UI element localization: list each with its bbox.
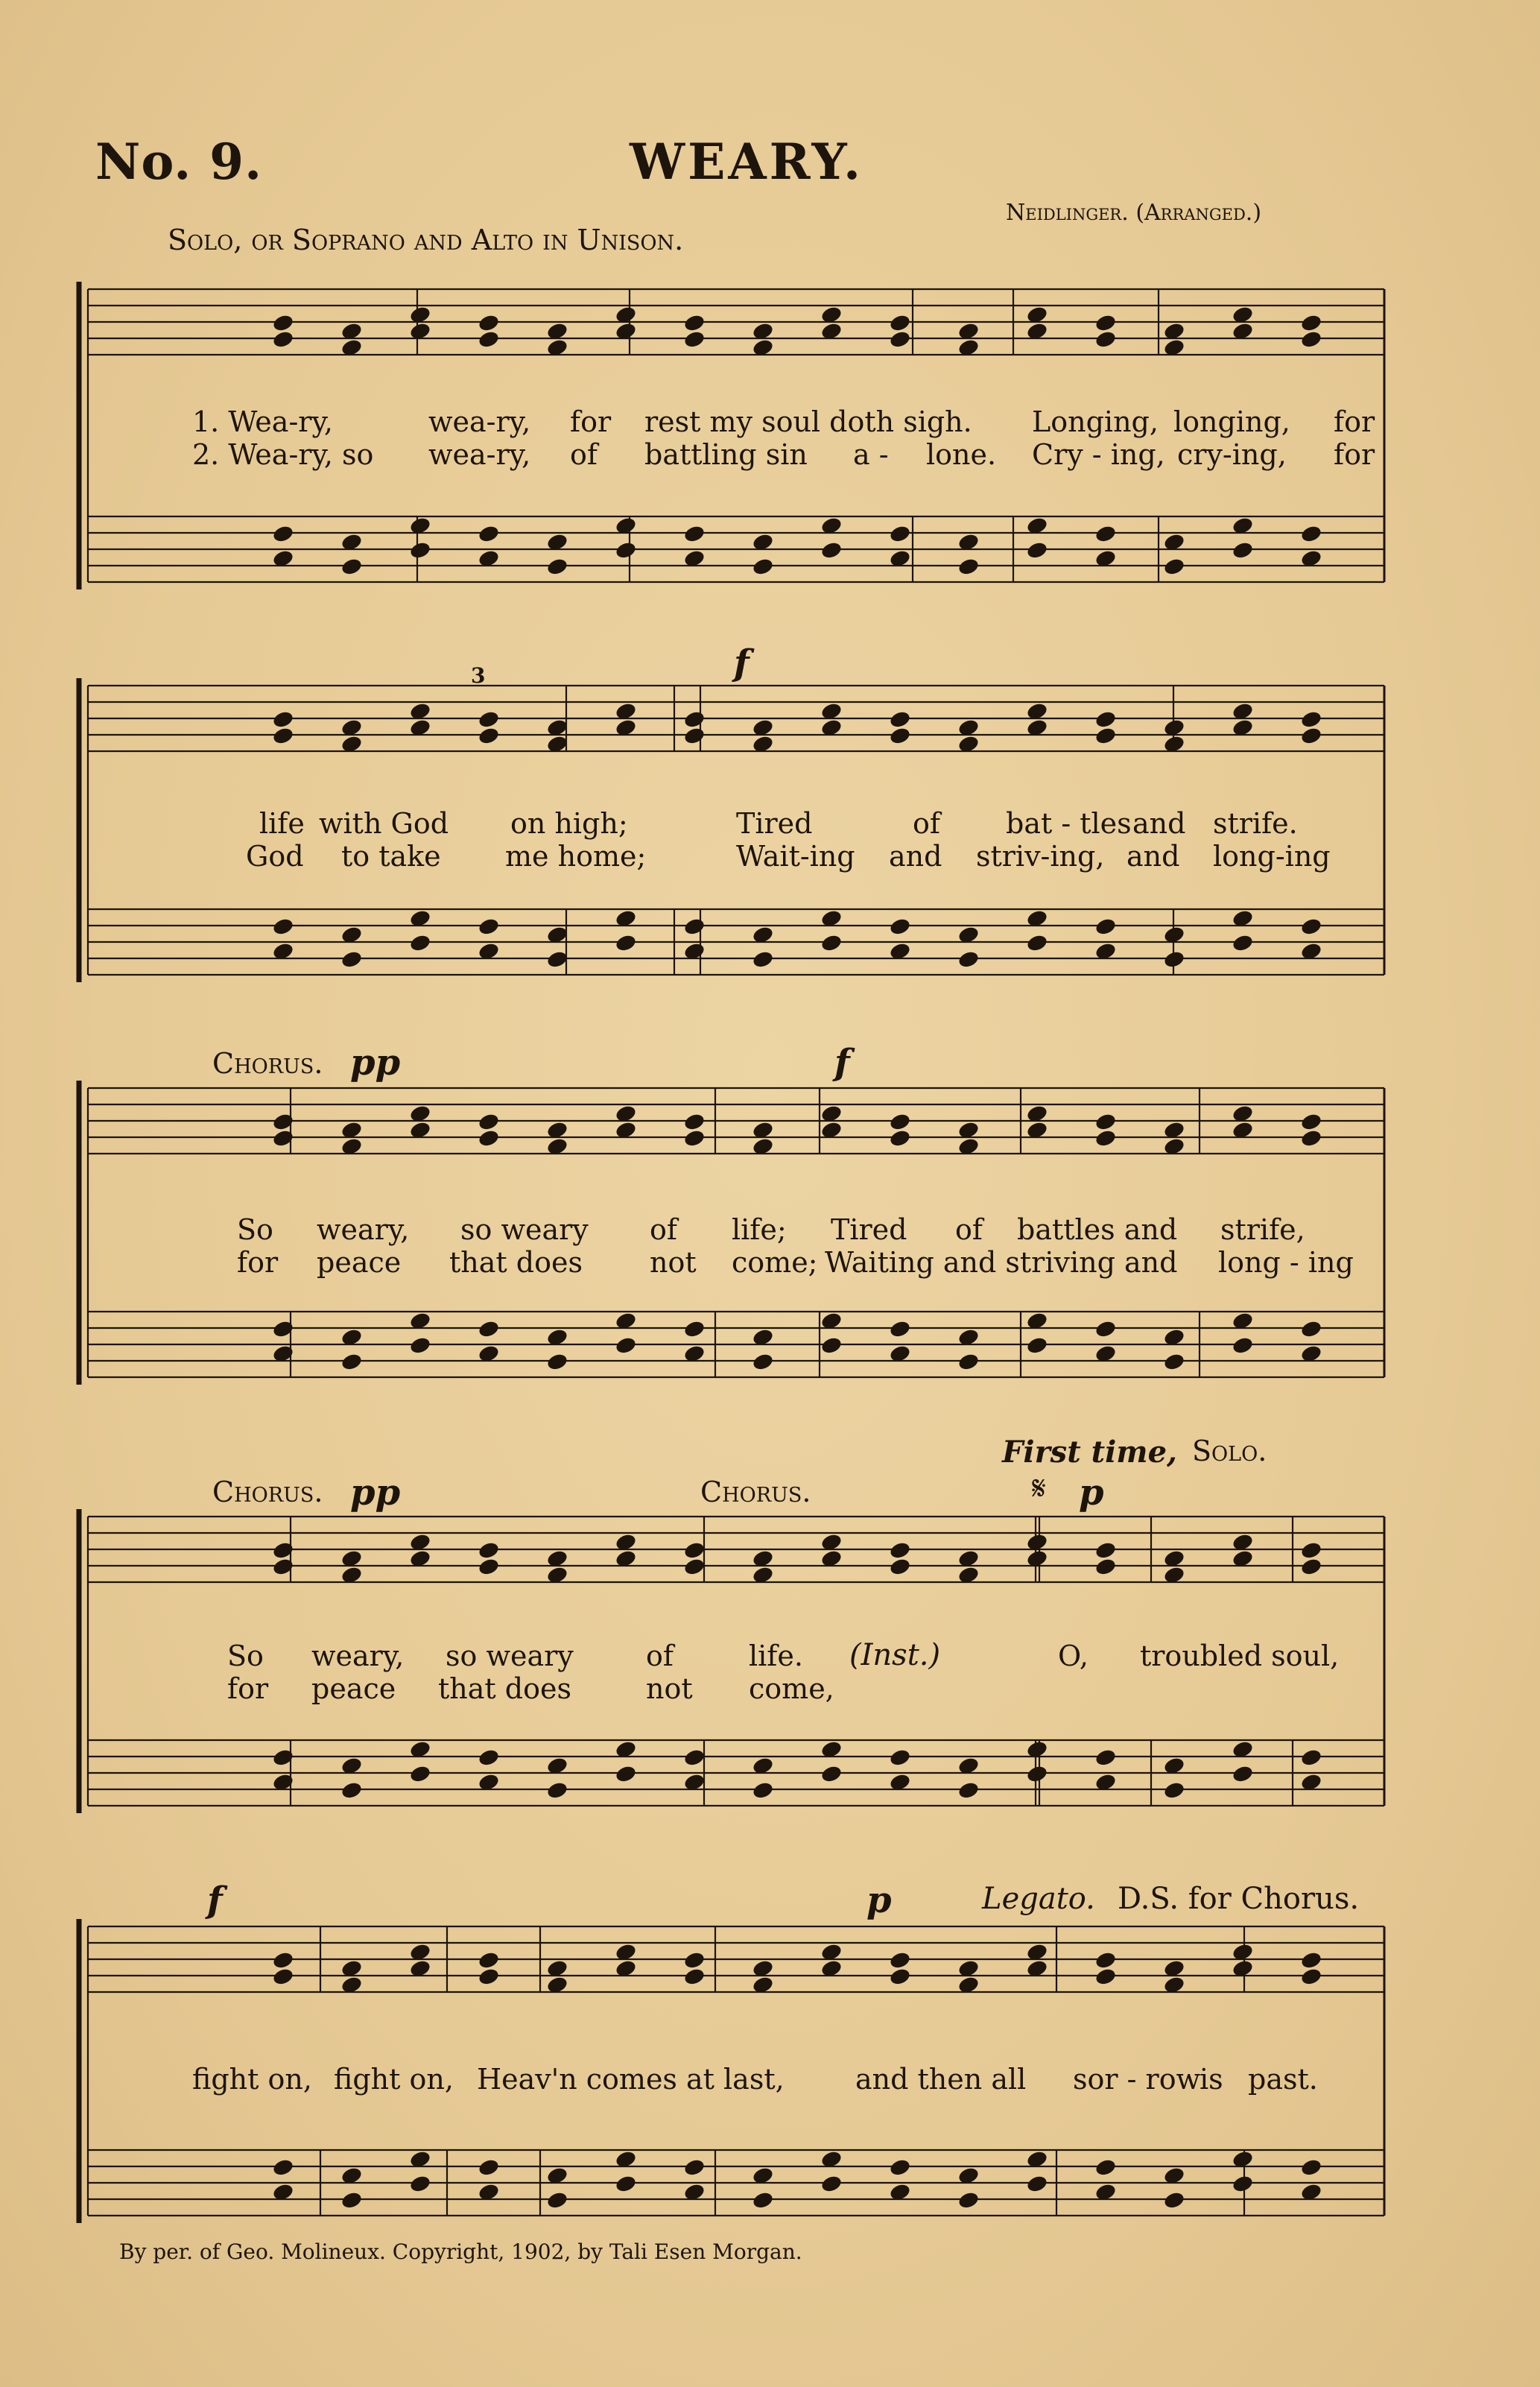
notehead	[1300, 1557, 1323, 1576]
lyric: come,	[749, 1672, 834, 1705]
lyric: strife,	[1220, 1213, 1305, 1246]
dal-segno-instruction: D.S. for Chorus.	[1118, 1882, 1360, 1916]
notehead	[1094, 1950, 1118, 1970]
lyric: for	[570, 405, 612, 438]
lyric: Heav'n comes at last,	[477, 2063, 785, 2096]
notehead	[478, 1540, 501, 1560]
notehead	[889, 709, 912, 729]
notehead	[1300, 2157, 1323, 2177]
lyric: Tired	[736, 807, 813, 840]
lyric: on high;	[510, 807, 628, 840]
lyric: is	[1200, 2063, 1223, 2096]
notehead	[683, 1748, 706, 1767]
notehead	[1232, 1335, 1255, 1355]
lyric: wea-ry,	[428, 438, 531, 471]
lyric: fight on,	[334, 2063, 454, 2096]
lyric: strife.	[1213, 807, 1298, 840]
lyric: me home;	[505, 840, 647, 873]
lyric: come;	[732, 1246, 818, 1279]
notehead	[683, 1557, 706, 1576]
notehead	[1094, 709, 1118, 729]
notehead	[1300, 1967, 1323, 1986]
notehead	[1163, 949, 1186, 969]
notehead	[889, 2157, 912, 2177]
lyric: weary,	[317, 1213, 410, 1246]
notehead	[615, 933, 638, 952]
notehead	[683, 313, 706, 332]
lyric: battles and	[1017, 1213, 1178, 1246]
notehead	[409, 540, 432, 560]
notehead	[272, 329, 295, 349]
lyric: fight on,	[192, 2063, 312, 2096]
dynamic-piano: p	[1079, 1472, 1104, 1514]
notehead	[889, 917, 912, 936]
notehead	[615, 540, 638, 560]
lyric: Wait-ing	[736, 840, 855, 873]
lyric: God	[246, 840, 304, 873]
notehead	[752, 1352, 775, 1371]
notehead	[889, 1950, 912, 1970]
notehead	[820, 933, 843, 952]
dynamic-forte: f	[207, 1879, 223, 1921]
notehead	[1026, 933, 1049, 952]
lyric: with God	[319, 807, 449, 840]
lyric: life;	[732, 1213, 787, 1246]
lyric: So	[227, 1640, 264, 1672]
notehead	[272, 1967, 295, 1986]
notehead	[409, 933, 432, 952]
notehead	[683, 1950, 706, 1970]
notehead	[1026, 1335, 1049, 1355]
notehead	[889, 1748, 912, 1767]
notehead	[889, 1540, 912, 1560]
notehead	[1163, 1780, 1186, 1800]
copyright-footer: By per. of Geo. Molineux. Copyright, 1902, by Tali Esen Morgan.	[119, 2239, 802, 2264]
notehead	[1094, 1557, 1118, 1576]
lyric: 2. Wea-ry, so	[192, 438, 374, 471]
notehead	[820, 2174, 843, 2193]
notehead	[340, 1780, 364, 1800]
notehead	[1300, 329, 1323, 349]
notehead	[409, 2174, 432, 2193]
notehead	[340, 2190, 364, 2210]
notehead	[546, 949, 569, 969]
lyric: bat - tles	[1006, 807, 1132, 840]
lyric: wea-ry,	[428, 405, 531, 438]
scoring-note: Solo, or Soprano and Alto in Unison.	[168, 224, 684, 256]
notehead	[820, 1335, 843, 1355]
lyric: and	[1127, 840, 1180, 873]
notehead	[889, 1319, 912, 1338]
lyric: peace	[317, 1246, 402, 1279]
lyric: So	[237, 1213, 273, 1246]
notehead	[889, 726, 912, 745]
lyric: and	[1132, 807, 1186, 840]
notehead	[1232, 540, 1255, 560]
notehead	[1163, 557, 1186, 576]
lyric: not	[646, 1672, 693, 1705]
notehead	[683, 524, 706, 543]
lyric: past.	[1248, 2063, 1318, 2096]
lyric: of	[570, 438, 598, 471]
notehead	[1300, 1950, 1323, 1970]
notehead	[272, 917, 295, 936]
chorus-label: Chorus.	[700, 1476, 811, 1508]
notehead	[1026, 1764, 1049, 1783]
notehead	[1094, 726, 1118, 745]
notehead	[752, 2190, 775, 2210]
lyric: that does	[449, 1246, 583, 1279]
notehead	[889, 1112, 912, 1131]
notehead	[1094, 1112, 1118, 1131]
notehead	[683, 1540, 706, 1560]
notehead	[546, 557, 569, 576]
notehead	[615, 2174, 638, 2193]
lyric: striv-ing,	[976, 840, 1105, 873]
notehead	[478, 1319, 501, 1338]
lyric: of	[913, 807, 940, 840]
lyric: life.	[749, 1640, 803, 1672]
notehead	[889, 329, 912, 349]
instrumental-mark: (Inst.)	[849, 1638, 941, 1672]
notehead	[1300, 1540, 1323, 1560]
notehead	[340, 557, 364, 576]
notehead	[478, 1950, 501, 1970]
notehead	[683, 726, 706, 745]
notehead	[1300, 709, 1323, 729]
notehead	[683, 1128, 706, 1148]
lyric: troubled soul,	[1140, 1640, 1340, 1672]
notehead	[1300, 1112, 1323, 1131]
notehead	[546, 2190, 569, 2210]
lyric: sor - row	[1073, 2063, 1201, 2096]
notehead	[957, 1352, 980, 1371]
chorus-label: Chorus.	[212, 1047, 323, 1080]
notehead	[1163, 1352, 1186, 1371]
notehead	[1232, 2174, 1255, 2193]
lyric: O,	[1058, 1640, 1089, 1672]
lyric: and then all	[855, 2063, 1027, 2096]
notehead	[1300, 726, 1323, 745]
notehead	[340, 1352, 364, 1371]
notehead	[1094, 313, 1118, 332]
notehead	[889, 313, 912, 332]
dynamic-pianissimo: pp	[350, 1472, 401, 1514]
notehead	[1026, 540, 1049, 560]
notehead	[683, 1967, 706, 1986]
lyric: to take	[341, 840, 441, 873]
notehead	[478, 1128, 501, 1148]
lyric: rest my soul doth sigh.	[644, 405, 972, 438]
notehead	[478, 917, 501, 936]
notehead	[478, 524, 501, 543]
notehead	[1232, 1764, 1255, 1783]
lyric: so weary	[446, 1640, 574, 1672]
notehead	[478, 329, 501, 349]
notehead	[683, 709, 706, 729]
lyric: battling sin	[644, 438, 808, 471]
notehead	[889, 1128, 912, 1148]
notehead	[1094, 1319, 1118, 1338]
notehead	[889, 1967, 912, 1986]
notehead	[272, 1950, 295, 1970]
lyric: for	[1334, 405, 1375, 438]
composer-attribution: Neidlinger. (Arranged.)	[1006, 200, 1262, 226]
lyric: a -	[853, 438, 889, 471]
notehead	[1094, 917, 1118, 936]
notehead	[478, 709, 501, 729]
notehead	[820, 540, 843, 560]
notehead	[409, 1335, 432, 1355]
lyric: lone.	[926, 438, 997, 471]
notehead	[957, 2190, 980, 2210]
lyric: long-ing	[1213, 840, 1331, 873]
lyric: not	[650, 1246, 697, 1279]
lyric: and	[889, 840, 942, 873]
notehead	[1232, 933, 1255, 952]
lyric: of	[650, 1213, 677, 1246]
notehead	[1094, 1748, 1118, 1767]
notehead	[1300, 917, 1323, 936]
notehead	[478, 1967, 501, 1986]
notehead	[546, 1780, 569, 1800]
dynamic-piano: p	[866, 1879, 892, 1921]
notehead	[957, 949, 980, 969]
notehead	[1094, 1540, 1118, 1560]
lyric: for	[1334, 438, 1375, 471]
notehead	[683, 1319, 706, 1338]
notehead	[1094, 524, 1118, 543]
notehead	[615, 1335, 638, 1355]
hymn-title: WEARY.	[630, 133, 864, 191]
first-time-mark: First time,	[1002, 1435, 1177, 1470]
notehead	[683, 329, 706, 349]
notehead	[1300, 1128, 1323, 1148]
notehead	[820, 1764, 843, 1783]
notehead	[1300, 524, 1323, 543]
lyric: Tired	[831, 1213, 907, 1246]
notehead	[478, 726, 501, 745]
notehead	[889, 524, 912, 543]
dynamic-forte: f	[834, 1042, 850, 1084]
lyric: Cry - ing,	[1032, 438, 1165, 471]
lyric: of	[955, 1213, 983, 1246]
notehead	[957, 557, 980, 576]
chorus-label: Chorus.	[212, 1476, 323, 1508]
dynamic-pianissimo: pp	[350, 1042, 401, 1084]
notehead	[1163, 2190, 1186, 2210]
dynamic-forte: f	[734, 642, 750, 684]
lyric: Longing,	[1032, 405, 1159, 438]
notehead	[1300, 313, 1323, 332]
notehead	[1026, 2174, 1049, 2193]
notehead	[1094, 1128, 1118, 1148]
lyric: longing,	[1173, 405, 1290, 438]
notehead	[546, 1352, 569, 1371]
notehead	[683, 917, 706, 936]
notehead	[272, 726, 295, 745]
notehead	[478, 1748, 501, 1767]
notehead	[272, 2157, 295, 2177]
notehead	[1094, 329, 1118, 349]
notehead	[683, 2157, 706, 2177]
lyric: peace	[311, 1672, 396, 1705]
notehead	[272, 709, 295, 729]
notehead	[478, 313, 501, 332]
notehead	[683, 1112, 706, 1131]
notehead	[752, 949, 775, 969]
notehead	[272, 313, 295, 332]
triplet-mark: 3	[471, 663, 486, 688]
segno-sign: 𝄋	[1032, 1470, 1046, 1508]
notehead	[478, 1112, 501, 1131]
notehead	[478, 2157, 501, 2177]
notehead	[615, 1764, 638, 1783]
lyric: for	[227, 1672, 269, 1705]
notehead	[752, 557, 775, 576]
notehead	[478, 1557, 501, 1576]
lyric: long - ing	[1218, 1246, 1354, 1279]
lyric: Waiting and striving and	[825, 1246, 1178, 1279]
solo-label: Solo.	[1192, 1435, 1267, 1467]
lyric: cry-ing,	[1177, 438, 1287, 471]
legato-mark: Legato.	[982, 1882, 1095, 1916]
lyric: for	[237, 1246, 279, 1279]
lyric: weary,	[311, 1640, 405, 1672]
notehead	[889, 1557, 912, 1576]
notehead	[409, 1764, 432, 1783]
lyric: that does	[438, 1672, 571, 1705]
notehead	[1094, 1967, 1118, 1986]
notehead	[1300, 1748, 1323, 1767]
notehead	[1094, 2157, 1118, 2177]
notehead	[957, 1780, 980, 1800]
lyric: of	[646, 1640, 674, 1672]
lyric: life	[259, 807, 305, 840]
lyric: 1. Wea-ry,	[192, 405, 333, 438]
notehead	[340, 949, 364, 969]
notehead	[272, 524, 295, 543]
lyric: so weary	[460, 1213, 589, 1246]
hymn-number: No. 9.	[95, 133, 263, 191]
notehead	[752, 1780, 775, 1800]
notehead	[1300, 1319, 1323, 1338]
